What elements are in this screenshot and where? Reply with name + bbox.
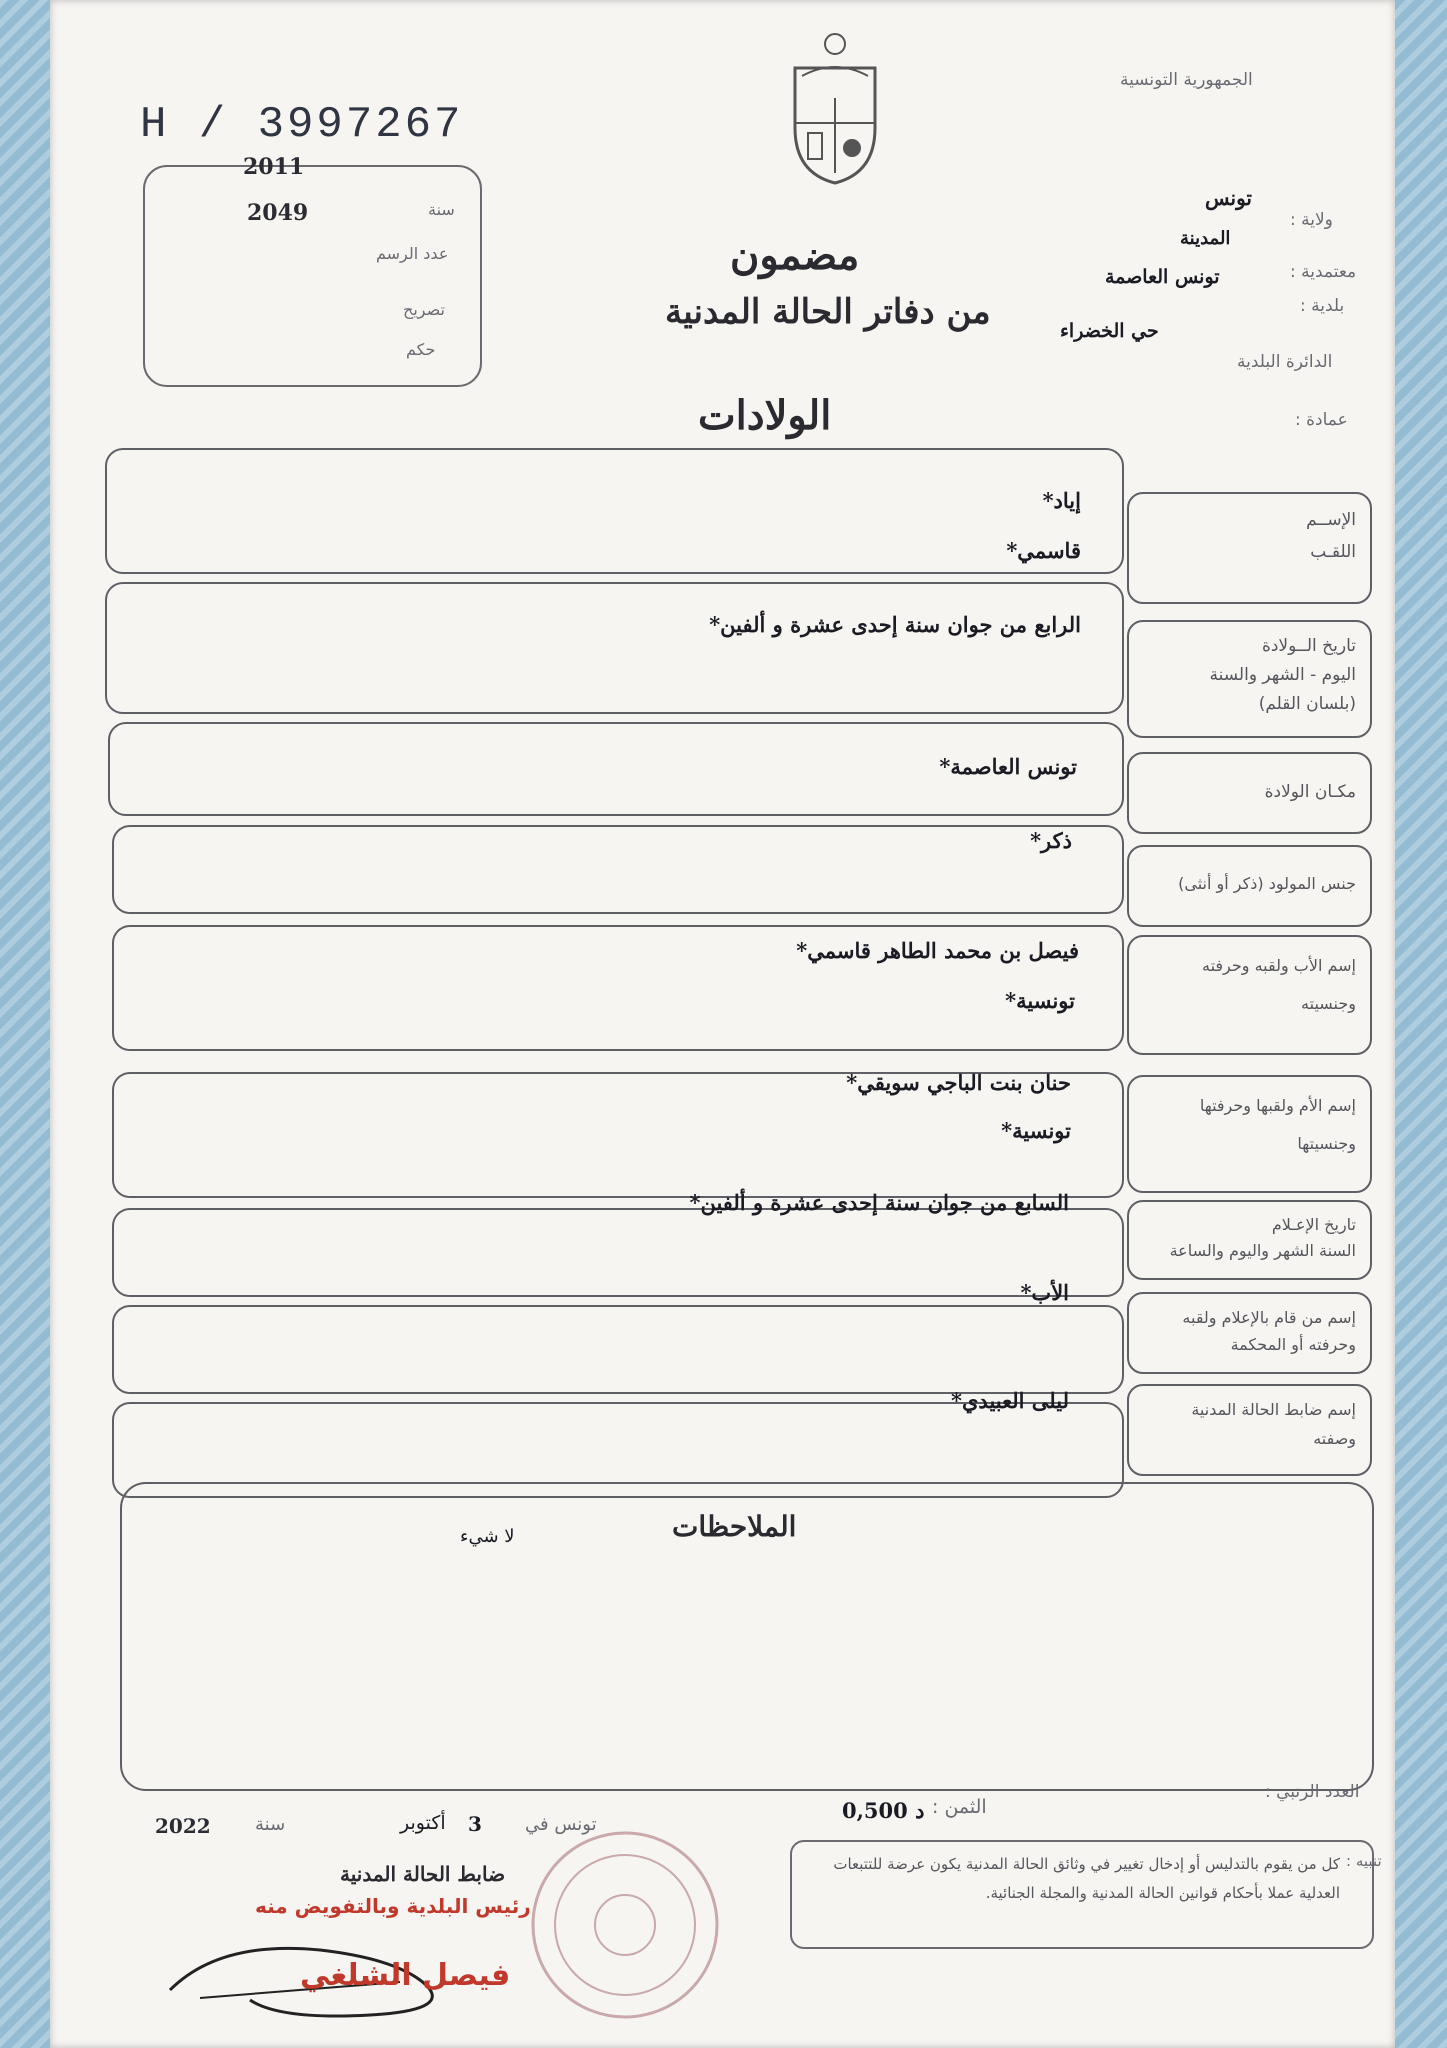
field-row-name bbox=[105, 448, 1124, 574]
field-label-sex bbox=[1127, 845, 1372, 927]
label-line: (بلسان القلم) bbox=[1258, 693, 1356, 714]
record-label-judgment: حكم bbox=[406, 340, 436, 359]
declarant-value: الأب* bbox=[1020, 1280, 1069, 1305]
father-nationality-value: تونسية* bbox=[1005, 988, 1075, 1013]
sex-value: ذكر* bbox=[1030, 828, 1072, 853]
field-label-father bbox=[1127, 935, 1372, 1055]
label-line: إسم من قام بالإعلام ولقبه bbox=[1182, 1308, 1356, 1327]
issue-day: 3 bbox=[468, 1812, 482, 1836]
serial-number: H / 3997267 bbox=[140, 100, 464, 150]
declaration-date-value: السابع من جوان سنة إحدى عشرة و ألفين* bbox=[689, 1190, 1069, 1215]
remarks-value: لا شيء bbox=[460, 1526, 515, 1547]
coat-of-arms-icon bbox=[780, 28, 890, 188]
municipality-value: تونس العاصمة bbox=[1105, 266, 1220, 288]
label-line: تاريخ الــولادة bbox=[1261, 636, 1356, 656]
admin-label-municipality: بلدية : bbox=[1300, 296, 1345, 316]
label-line: الإســم bbox=[1306, 510, 1356, 530]
label-line: مكـان الولادة bbox=[1264, 782, 1356, 802]
mother-value: حنان بنت الباجي سويقي* bbox=[846, 1070, 1071, 1095]
field-label-birth-date bbox=[1127, 620, 1372, 738]
warning-label: تنبيه : bbox=[1346, 1852, 1382, 1870]
main-title: مضمون bbox=[730, 232, 860, 279]
republic-label: الجمهورية التونسية bbox=[1120, 70, 1253, 90]
field-row-sex bbox=[112, 825, 1124, 914]
field-label-officer bbox=[1127, 1384, 1372, 1476]
admin-label-district: الدائرة البلدية bbox=[1237, 352, 1333, 372]
label-line: وحرفته أو المحكمة bbox=[1230, 1335, 1356, 1355]
remarks-title: الملاحظات bbox=[672, 1510, 797, 1543]
sub-title: من دفاتر الحالة المدنية bbox=[665, 292, 991, 332]
officer-value: ليلى العبيدي* bbox=[951, 1388, 1069, 1413]
price-value: 0,500 د bbox=[842, 1798, 925, 1823]
admin-label-sector: عمادة : bbox=[1295, 410, 1348, 430]
officer-role-stamp: رئيس البلدية وبالتفويض منه bbox=[255, 1894, 531, 1918]
label-line: إسم ضابط الحالة المدنية bbox=[1191, 1400, 1356, 1419]
last-name-value: قاسمي* bbox=[1006, 538, 1081, 563]
record-number: 2049 bbox=[247, 200, 309, 226]
section-title: الولادات bbox=[698, 392, 832, 439]
issue-year-label: سنة bbox=[255, 1814, 286, 1835]
label-line: جنس المولود (ذكر أو أنثى) bbox=[1178, 874, 1356, 893]
record-label-year: سنة bbox=[428, 200, 455, 219]
governorate-value: تونس bbox=[1205, 186, 1252, 210]
mother-nationality-value: تونسية* bbox=[1001, 1118, 1071, 1143]
first-name-value: إياد* bbox=[1042, 488, 1081, 513]
record-year: 2011 bbox=[243, 154, 305, 180]
record-label-declaration: تصريح bbox=[403, 300, 445, 319]
field-label-declarant bbox=[1127, 1292, 1372, 1374]
issued-in-label: تونس في bbox=[525, 1814, 597, 1835]
delegation-line-value: المدينة bbox=[1180, 228, 1231, 249]
field-row-declarant bbox=[112, 1305, 1124, 1394]
field-label-mother bbox=[1127, 1075, 1372, 1193]
birth-date-value: الرابع من جوان سنة إحدى عشرة و ألفين* bbox=[709, 612, 1081, 637]
official-number-label: العدد الرتبي : bbox=[1265, 1782, 1360, 1802]
field-label-birth-place bbox=[1127, 752, 1372, 834]
field-row-declaration-date bbox=[112, 1208, 1124, 1297]
label-line: إسم الأب ولقبه وحرفته bbox=[1202, 956, 1356, 975]
birth-place-value: تونس العاصمة* bbox=[939, 754, 1077, 779]
label-line: إسم الأم ولقبها وحرفتها bbox=[1199, 1096, 1356, 1115]
label-line: وجنسيته bbox=[1301, 994, 1356, 1014]
officer-title-label: ضابط الحالة المدنية bbox=[340, 1862, 506, 1886]
issue-year: 2022 bbox=[155, 1814, 211, 1838]
warning-text: كل من يقوم بالتدليس أو إدخال تغيير في وثائق الحالة المدنية يكون عرضة للتتبعات العدلية عملا بأحكام قوانين الحالة المدنية والمجلة الجنائية. bbox=[833, 1855, 1340, 1902]
label-line: اليوم - الشهر والسنة bbox=[1209, 664, 1356, 685]
label-line: وجنسيتها bbox=[1297, 1134, 1356, 1154]
issue-month: أكتوبر bbox=[400, 1812, 446, 1834]
label-line: تاريخ الإعـلام bbox=[1271, 1215, 1356, 1234]
admin-label-delegation: معتمدية : bbox=[1290, 262, 1357, 282]
father-value: فيصل بن محمد الطاهر قاسمي* bbox=[796, 938, 1079, 963]
label-line: اللقـب bbox=[1310, 542, 1356, 563]
label-line: السنة الشهر واليوم والساعة bbox=[1169, 1240, 1356, 1260]
field-label-declaration-date bbox=[1127, 1200, 1372, 1280]
label-line: وصفته bbox=[1313, 1428, 1356, 1448]
officer-name-stamp: فيصل الشلغي bbox=[300, 1958, 511, 1993]
district-value: حي الخضراء bbox=[1060, 320, 1159, 342]
admin-label-governorate: ولاية : bbox=[1290, 210, 1333, 230]
price-label: الثمن : bbox=[932, 1796, 987, 1818]
record-label-number: عدد الرسم bbox=[376, 244, 449, 263]
field-label-name bbox=[1127, 492, 1372, 604]
field-row-birth-date bbox=[105, 582, 1124, 714]
